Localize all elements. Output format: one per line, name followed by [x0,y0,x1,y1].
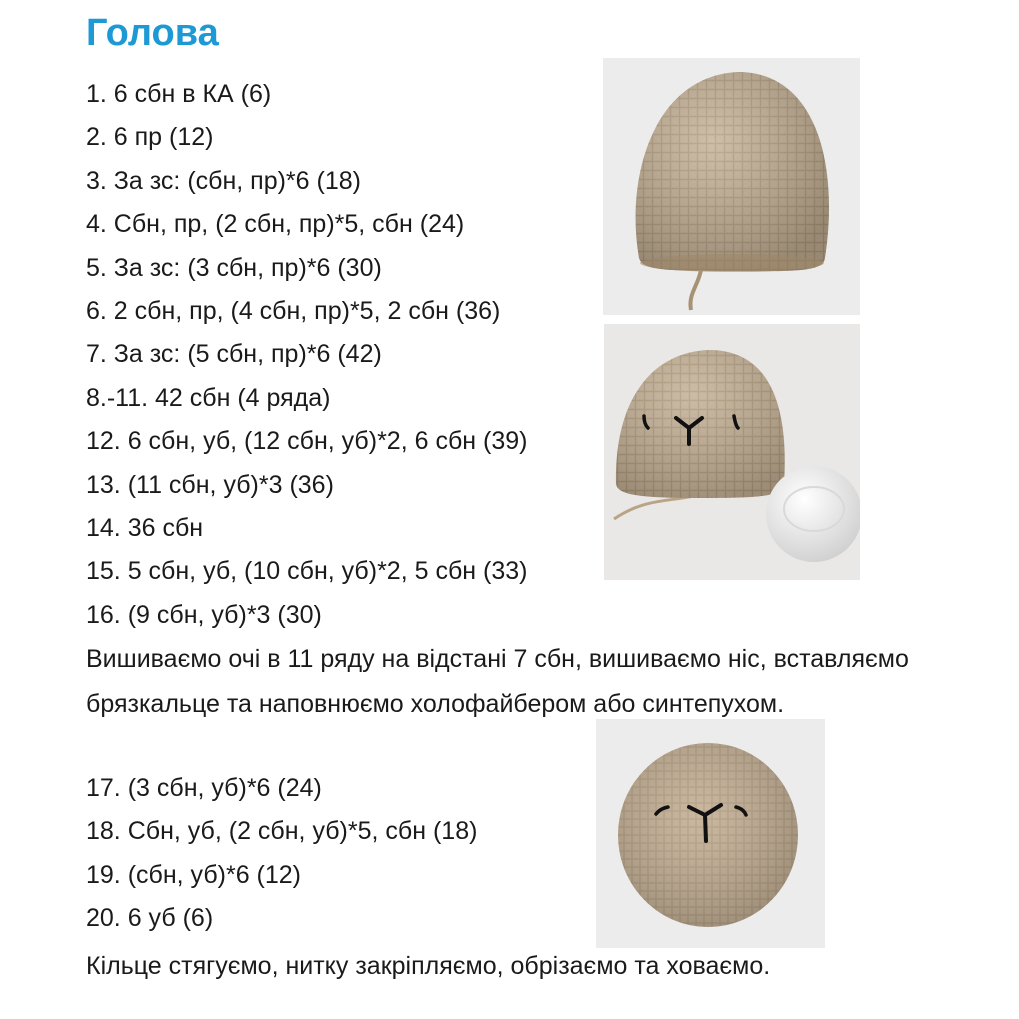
list-item: 2. 6 пр (12) [86,123,214,152]
list-item: 18. Сбн, уб, (2 сбн, уб)*5, сбн (18) [86,817,478,846]
list-item: 12. 6 сбн, уб, (12 сбн, уб)*2, 6 сбн (39) [86,427,528,456]
list-item: 7. За зс: (5 сбн, пр)*6 (42) [86,340,382,369]
photo-finished-head [596,719,825,948]
photo-head-cup [603,58,860,315]
crochet-head-rattle-illustration [604,324,860,580]
list-item: 15. 5 сбн, уб, (10 сбн, уб)*2, 5 сбн (33) [86,557,528,586]
list-item: 17. (3 сбн, уб)*6 (24) [86,774,322,802]
instruction-list [86,73,527,637]
list-item: 19. (сбн, уб)*6 (12) [86,860,302,889]
list-item: 16. (9 сбн, уб)*3 (30) [86,600,322,629]
final-instruction: Кільце стягуємо, нитку закріпляємо, обрізаємо та ховаємо. [86,952,771,980]
list-item: 3. За зс: (сбн, пр)*6 (18) [86,166,361,195]
instruction-list-continued [86,767,477,941]
instruction-note: Вишиваємо очі в 11 ряду на відстані 7 сбн, вишиваємо ніс, вставляємо брязкальце та наповнюємо холофайбером або синтепухом. [86,645,909,718]
list-item: 6. 2 сбн, пр, (4 сбн, пр)*5, 2 сбн (36) [86,296,501,325]
photo-head-with-rattle [604,324,860,580]
list-item: 14. 36 сбн [86,513,204,542]
list-item: 4. Сбн, пр, (2 сбн, пр)*5, сбн (24) [86,210,465,239]
list-item: 13. (11 сбн, уб)*3 (36) [86,470,334,499]
crochet-cap-illustration [603,58,860,315]
list-item: 8.-11. 42 сбн (4 ряда) [86,383,331,412]
list-item: 5. За зс: (3 сбн, пр)*6 (30) [86,253,382,282]
crochet-ball-head-illustration [596,719,825,948]
page-title: Голова [86,12,219,54]
list-item: 20. 6 уб (6) [86,904,214,933]
list-item: 1. 6 сбн в КА (6) [86,80,272,108]
